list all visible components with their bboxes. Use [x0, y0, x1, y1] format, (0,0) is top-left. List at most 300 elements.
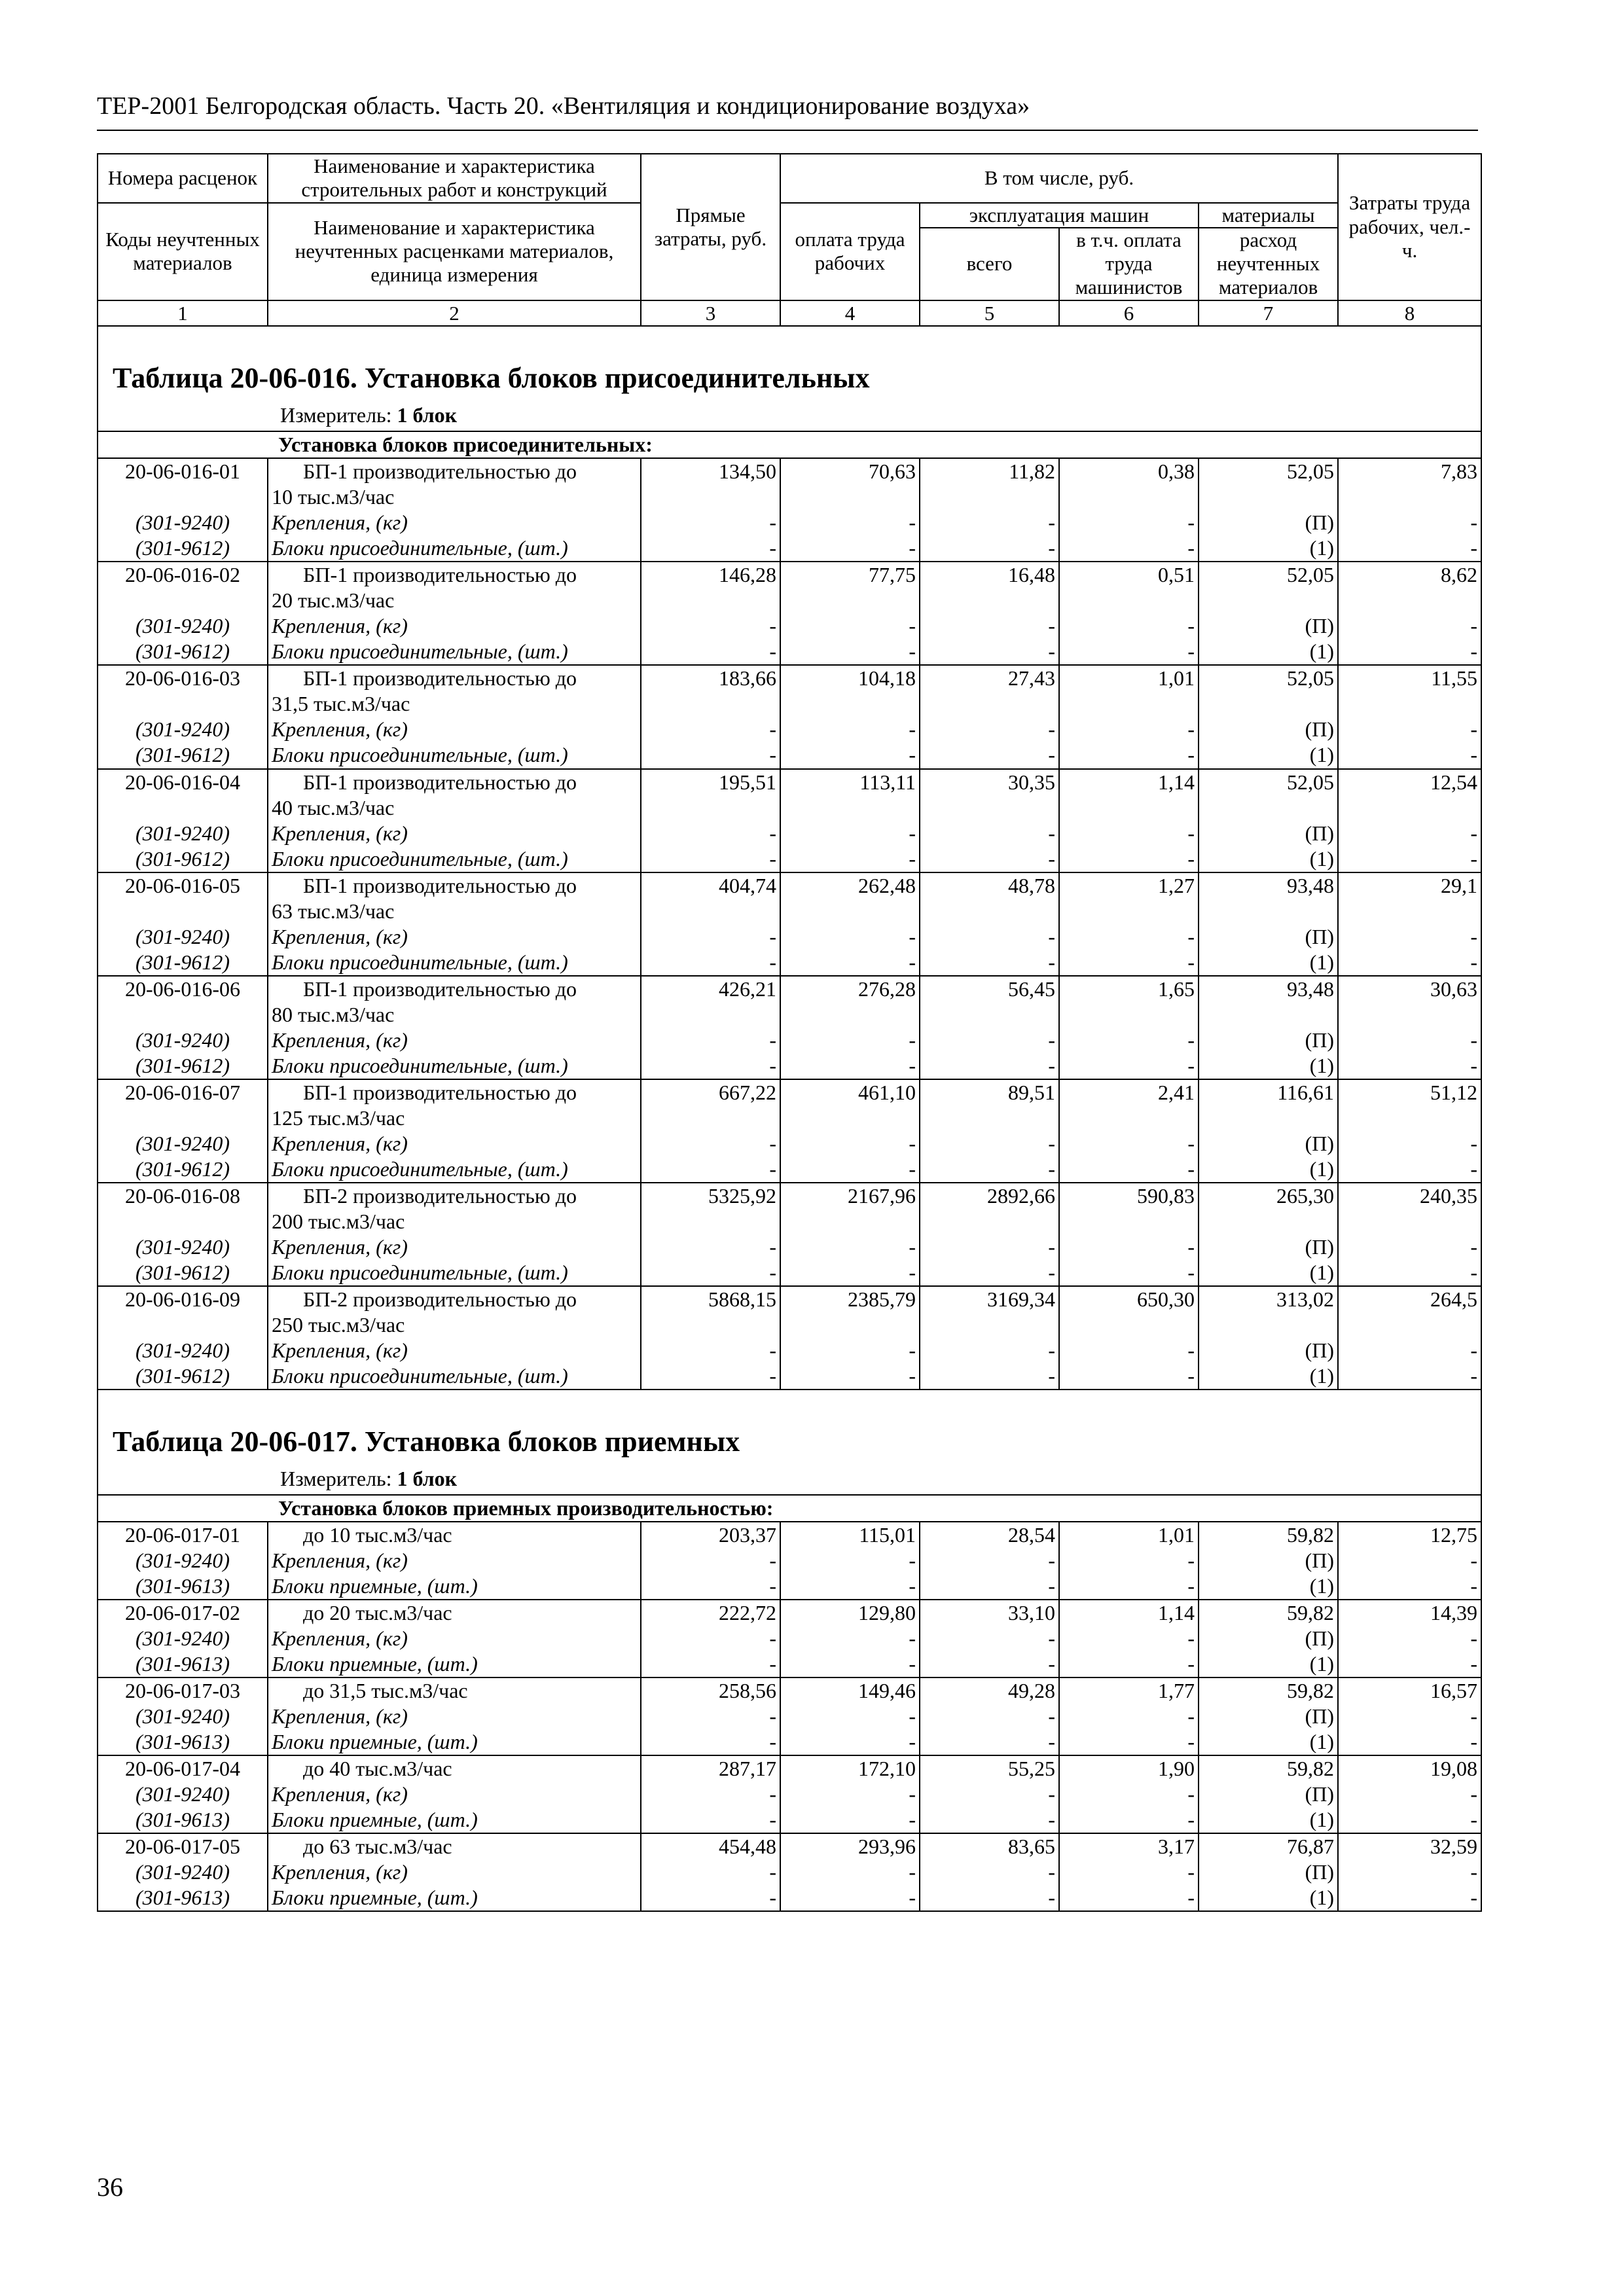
- section-heading: Установка блоков приемных производительностью:: [98, 1495, 1481, 1522]
- labor-hours-value: 16,57: [1338, 1677, 1481, 1704]
- work-name: БП-1 производительностью до: [303, 770, 577, 794]
- machines-total-value: 27,43: [920, 665, 1059, 717]
- dash-value: -: [1338, 1651, 1481, 1677]
- material-code: (301-9240): [98, 613, 268, 639]
- dash-value: -: [780, 846, 920, 872]
- machinist-pay-value: 590,83: [1059, 1183, 1199, 1234]
- work-description: [268, 562, 641, 613]
- dash-value: -: [1338, 846, 1481, 872]
- worker-pay-value: 113,11: [780, 769, 920, 821]
- section-heading-row: [98, 431, 1481, 458]
- meter-row: [98, 1466, 1481, 1495]
- material-row: [98, 924, 1481, 950]
- material-consumption: (П): [1199, 1626, 1338, 1651]
- direct-costs-value: 426,21: [641, 976, 780, 1028]
- rate-code: 20-06-016-05: [98, 872, 268, 924]
- machinist-pay-value: 3,17: [1059, 1833, 1199, 1859]
- dash-value: -: [780, 1548, 920, 1573]
- dash-value: -: [1338, 639, 1481, 665]
- machinist-pay-value: 0,38: [1059, 458, 1199, 510]
- dash-value: -: [1338, 1338, 1481, 1363]
- dash-value: -: [920, 1807, 1059, 1833]
- material-code: (301-9240): [98, 1859, 268, 1885]
- machines-total-value: 3169,34: [920, 1286, 1059, 1338]
- direct-costs-value: 5868,15: [641, 1286, 780, 1338]
- material-name: Блоки присоединительные, (шт.): [268, 535, 641, 562]
- direct-costs-value: 454,48: [641, 1833, 780, 1859]
- dash-value: -: [780, 821, 920, 846]
- dash-value: -: [920, 1363, 1059, 1390]
- materials-cost-value: 93,48: [1199, 872, 1338, 924]
- direct-costs-value: 183,66: [641, 665, 780, 717]
- worker-pay-value: 77,75: [780, 562, 920, 613]
- machinist-pay-value: 0,51: [1059, 562, 1199, 613]
- material-code: (301-9240): [98, 1028, 268, 1053]
- work-name: до 10 тыс.м3/час: [303, 1523, 452, 1547]
- worker-pay-value: 461,10: [780, 1079, 920, 1131]
- machines-total-value: 28,54: [920, 1522, 1059, 1548]
- dash-value: -: [641, 742, 780, 768]
- dash-value: -: [920, 924, 1059, 950]
- dash-value: -: [641, 1651, 780, 1677]
- material-name: Крепления, (кг): [268, 1704, 641, 1729]
- dash-value: -: [1338, 1807, 1481, 1833]
- material-row: [98, 950, 1481, 976]
- work-description: [268, 1183, 641, 1234]
- dash-value: -: [1338, 1157, 1481, 1183]
- dash-value: -: [1059, 846, 1199, 872]
- col-rate-number-header: Номера расценок: [98, 154, 268, 203]
- material-name: Блоки присоединительные, (шт.): [268, 846, 641, 872]
- column-number: 2: [268, 300, 641, 327]
- material-name: Блоки присоединительные, (шт.): [268, 742, 641, 768]
- material-name: Блоки присоединительные, (шт.): [268, 1260, 641, 1286]
- labor-hours-value: 19,08: [1338, 1755, 1481, 1782]
- dash-value: -: [920, 1028, 1059, 1053]
- material-name: Крепления, (кг): [268, 717, 641, 742]
- table-title: Таблица 20-06-017. Установка блоков приемных: [98, 1390, 1481, 1466]
- material-code: (301-9612): [98, 639, 268, 665]
- rate-code: 20-06-017-02: [98, 1600, 268, 1626]
- rate-code: 20-06-016-01: [98, 458, 268, 510]
- material-code: (301-9240): [98, 717, 268, 742]
- material-consumption: (1): [1199, 1573, 1338, 1600]
- dash-value: -: [1338, 1028, 1481, 1053]
- rate-code: 20-06-016-03: [98, 665, 268, 717]
- material-row: [98, 1234, 1481, 1260]
- material-row: [98, 1548, 1481, 1573]
- dash-value: -: [780, 1131, 920, 1157]
- dash-value: -: [1338, 1885, 1481, 1911]
- col-materials-header: материалы: [1199, 203, 1338, 228]
- direct-costs-value: 667,22: [641, 1079, 780, 1131]
- column-number: 1: [98, 300, 268, 327]
- worker-pay-value: 129,80: [780, 1600, 920, 1626]
- labor-hours-value: 264,5: [1338, 1286, 1481, 1338]
- dash-value: -: [920, 1704, 1059, 1729]
- material-row: [98, 613, 1481, 639]
- work-description: [268, 1677, 641, 1704]
- rate-code: 20-06-017-05: [98, 1833, 268, 1859]
- dash-value: -: [641, 510, 780, 535]
- col-material-name-header: Наименование и характеристика неучтенных расценками материалов, единица измерения: [268, 203, 641, 300]
- work-description: [268, 1079, 641, 1131]
- section-heading-row: [98, 1495, 1481, 1522]
- dash-value: -: [780, 1626, 920, 1651]
- page-number: 36: [97, 2172, 123, 2202]
- work-description: [268, 976, 641, 1028]
- dash-value: -: [641, 1157, 780, 1183]
- work-name: БП-1 производительностью до: [303, 666, 577, 691]
- direct-costs-value: 195,51: [641, 769, 780, 821]
- dash-value: -: [641, 1626, 780, 1651]
- material-code: (301-9240): [98, 1234, 268, 1260]
- material-code: (301-9613): [98, 1729, 268, 1755]
- machines-total-value: 49,28: [920, 1677, 1059, 1704]
- material-code: (301-9613): [98, 1807, 268, 1833]
- dash-value: -: [1059, 1028, 1199, 1053]
- work-capacity: 200 тыс.м3/час: [272, 1210, 405, 1234]
- material-consumption: (1): [1199, 1885, 1338, 1911]
- machines-total-value: 56,45: [920, 976, 1059, 1028]
- work-description: [268, 1755, 641, 1782]
- work-name: до 31,5 тыс.м3/час: [303, 1679, 468, 1703]
- rate-code: 20-06-016-04: [98, 769, 268, 821]
- dash-value: -: [641, 613, 780, 639]
- material-consumption: (1): [1199, 639, 1338, 665]
- material-code: (301-9613): [98, 1885, 268, 1911]
- material-consumption: (1): [1199, 535, 1338, 562]
- dash-value: -: [1059, 1859, 1199, 1885]
- labor-hours-value: 30,63: [1338, 976, 1481, 1028]
- dash-value: -: [1059, 1260, 1199, 1286]
- material-row: [98, 1885, 1481, 1911]
- dash-value: -: [920, 1885, 1059, 1911]
- dash-value: -: [780, 1053, 920, 1079]
- material-consumption: (1): [1199, 1260, 1338, 1286]
- work-description: [268, 1833, 641, 1859]
- dash-value: -: [780, 1234, 920, 1260]
- machines-total-value: 30,35: [920, 769, 1059, 821]
- machines-total-value: 89,51: [920, 1079, 1059, 1131]
- dash-value: -: [1059, 1729, 1199, 1755]
- work-description: [268, 665, 641, 717]
- dash-value: -: [1059, 1704, 1199, 1729]
- meter-label: Измеритель:: [280, 1466, 392, 1490]
- dash-value: -: [1059, 924, 1199, 950]
- dash-value: -: [641, 1704, 780, 1729]
- material-code: (301-9612): [98, 950, 268, 976]
- dash-value: -: [1059, 1363, 1199, 1390]
- dash-value: -: [641, 717, 780, 742]
- dash-value: -: [1338, 821, 1481, 846]
- material-consumption: (П): [1199, 613, 1338, 639]
- materials-cost-value: 76,87: [1199, 1833, 1338, 1859]
- material-code: (301-9240): [98, 924, 268, 950]
- materials-cost-value: 52,05: [1199, 665, 1338, 717]
- dash-value: -: [920, 1729, 1059, 1755]
- dash-value: -: [780, 1363, 920, 1390]
- labor-hours-value: 7,83: [1338, 458, 1481, 510]
- material-consumption: (П): [1199, 1548, 1338, 1573]
- material-consumption: (1): [1199, 1651, 1338, 1677]
- dash-value: -: [641, 1234, 780, 1260]
- machinist-pay-value: 2,41: [1059, 1079, 1199, 1131]
- material-row: [98, 1782, 1481, 1807]
- dash-value: -: [1338, 1363, 1481, 1390]
- col-work-name-header: Наименование и характеристика строительных работ и конструкций: [268, 154, 641, 203]
- page-header: ТЕР-2001 Белгородская область. Часть 20. «Вентиляция и кондиционирование воздуха»: [97, 93, 1478, 131]
- material-row: [98, 1704, 1481, 1729]
- material-row: [98, 535, 1481, 562]
- meter-value: 1 блок: [397, 403, 458, 427]
- work-name: БП-1 производительностью до: [303, 459, 577, 484]
- table-row: [98, 1600, 1481, 1626]
- dash-value: -: [920, 717, 1059, 742]
- dash-value: -: [920, 1338, 1059, 1363]
- material-consumption: (1): [1199, 742, 1338, 768]
- material-name: Блоки присоединительные, (шт.): [268, 639, 641, 665]
- material-consumption: (П): [1199, 1782, 1338, 1807]
- dash-value: -: [1059, 1573, 1199, 1600]
- dash-value: -: [641, 1260, 780, 1286]
- direct-costs-value: 287,17: [641, 1755, 780, 1782]
- material-row: [98, 1729, 1481, 1755]
- dash-value: -: [780, 1028, 920, 1053]
- dash-value: -: [641, 1363, 780, 1390]
- dash-value: -: [920, 1651, 1059, 1677]
- dash-value: -: [920, 613, 1059, 639]
- material-name: Крепления, (кг): [268, 924, 641, 950]
- material-code: (301-9240): [98, 1626, 268, 1651]
- dash-value: -: [920, 1131, 1059, 1157]
- dash-value: -: [780, 924, 920, 950]
- work-capacity: 20 тыс.м3/час: [272, 588, 395, 613]
- dash-value: -: [1059, 821, 1199, 846]
- labor-hours-value: 29,1: [1338, 872, 1481, 924]
- direct-costs-value: 146,28: [641, 562, 780, 613]
- work-name: до 20 тыс.м3/час: [303, 1601, 452, 1625]
- dash-value: -: [1338, 1260, 1481, 1286]
- work-name: до 40 тыс.м3/час: [303, 1757, 452, 1781]
- work-name: БП-2 производительностью до: [303, 1184, 577, 1208]
- labor-hours-value: 12,54: [1338, 769, 1481, 821]
- dash-value: -: [920, 1157, 1059, 1183]
- column-number: 3: [641, 300, 780, 327]
- col-machines-header: эксплуатация машин: [920, 203, 1199, 228]
- rate-code: 20-06-017-03: [98, 1677, 268, 1704]
- worker-pay-value: 115,01: [780, 1522, 920, 1548]
- labor-hours-value: 12,75: [1338, 1522, 1481, 1548]
- materials-cost-value: 52,05: [1199, 458, 1338, 510]
- dash-value: -: [1338, 1573, 1481, 1600]
- material-consumption: (1): [1199, 1729, 1338, 1755]
- dash-value: -: [1338, 1053, 1481, 1079]
- work-capacity: 63 тыс.м3/час: [272, 899, 395, 923]
- material-name: Крепления, (кг): [268, 510, 641, 535]
- dash-value: -: [780, 1260, 920, 1286]
- machinist-pay-value: 650,30: [1059, 1286, 1199, 1338]
- material-consumption: (П): [1199, 821, 1338, 846]
- col-labor-hours-header: Затраты труда рабочих, чел.-ч.: [1338, 154, 1481, 300]
- dash-value: -: [780, 717, 920, 742]
- work-description: [268, 769, 641, 821]
- material-code: (301-9612): [98, 1157, 268, 1183]
- dash-value: -: [1059, 1131, 1199, 1157]
- material-row: [98, 1157, 1481, 1183]
- material-consumption: (П): [1199, 1131, 1338, 1157]
- dash-value: -: [920, 821, 1059, 846]
- material-name: Крепления, (кг): [268, 1338, 641, 1363]
- material-name: Крепления, (кг): [268, 1028, 641, 1053]
- dash-value: -: [1338, 510, 1481, 535]
- material-code: (301-9613): [98, 1573, 268, 1600]
- dash-value: -: [920, 742, 1059, 768]
- dash-value: -: [920, 639, 1059, 665]
- material-name: Крепления, (кг): [268, 1782, 641, 1807]
- table-row: [98, 562, 1481, 613]
- material-consumption: (1): [1199, 950, 1338, 976]
- material-consumption: (1): [1199, 846, 1338, 872]
- dash-value: -: [780, 1729, 920, 1755]
- dash-value: -: [1059, 1338, 1199, 1363]
- dash-value: -: [641, 639, 780, 665]
- dash-value: -: [641, 1729, 780, 1755]
- dash-value: -: [1338, 950, 1481, 976]
- material-code: (301-9240): [98, 1704, 268, 1729]
- dash-value: -: [1059, 1651, 1199, 1677]
- material-consumption: (П): [1199, 1338, 1338, 1363]
- work-capacity: 250 тыс.м3/час: [272, 1313, 405, 1337]
- material-name: Крепления, (кг): [268, 1548, 641, 1573]
- material-code: (301-9240): [98, 1338, 268, 1363]
- material-row: [98, 1859, 1481, 1885]
- dash-value: -: [920, 1260, 1059, 1286]
- table-row: [98, 665, 1481, 717]
- material-name: Крепления, (кг): [268, 1131, 641, 1157]
- work-description: [268, 1522, 641, 1548]
- dash-value: -: [1059, 1807, 1199, 1833]
- material-name: Крепления, (кг): [268, 1626, 641, 1651]
- material-row: [98, 639, 1481, 665]
- material-row: [98, 1338, 1481, 1363]
- table-title-row: [98, 1390, 1481, 1466]
- work-description: [268, 1286, 641, 1338]
- work-description: [268, 458, 641, 510]
- direct-costs-value: 203,37: [641, 1522, 780, 1548]
- dash-value: -: [641, 1807, 780, 1833]
- material-code: (301-9240): [98, 1131, 268, 1157]
- materials-cost-value: 59,82: [1199, 1600, 1338, 1626]
- dash-value: -: [1059, 1626, 1199, 1651]
- worker-pay-value: 2385,79: [780, 1286, 920, 1338]
- materials-cost-value: 93,48: [1199, 976, 1338, 1028]
- material-row: [98, 742, 1481, 768]
- table-row: [98, 1833, 1481, 1859]
- work-name: до 63 тыс.м3/час: [303, 1835, 452, 1859]
- dash-value: -: [641, 924, 780, 950]
- material-consumption: (П): [1199, 1704, 1338, 1729]
- direct-costs-value: 5325,92: [641, 1183, 780, 1234]
- col-including-header: В том числе, руб.: [780, 154, 1338, 203]
- table-body: [98, 326, 1481, 1911]
- material-name: Блоки присоединительные, (шт.): [268, 1157, 641, 1183]
- dash-value: -: [920, 1859, 1059, 1885]
- table-row: [98, 872, 1481, 924]
- dash-value: -: [1338, 1729, 1481, 1755]
- col-machinist-pay-header: в т.ч. оплата труда машинистов: [1059, 228, 1199, 300]
- column-number: 4: [780, 300, 920, 327]
- labor-hours-value: 11,55: [1338, 665, 1481, 717]
- dash-value: -: [1059, 1053, 1199, 1079]
- machines-total-value: 16,48: [920, 562, 1059, 613]
- worker-pay-value: 276,28: [780, 976, 920, 1028]
- section-heading: Установка блоков присоединительных:: [98, 431, 1481, 458]
- dash-value: -: [641, 1885, 780, 1911]
- labor-hours-value: 51,12: [1338, 1079, 1481, 1131]
- col-direct-costs-header: Прямые затраты, руб.: [641, 154, 780, 300]
- dash-value: -: [780, 1704, 920, 1729]
- work-name: БП-1 производительностью до: [303, 563, 577, 587]
- dash-value: -: [641, 1859, 780, 1885]
- dash-value: -: [780, 1573, 920, 1600]
- dash-value: -: [641, 1028, 780, 1053]
- dash-value: -: [780, 535, 920, 562]
- table-title-row: [98, 326, 1481, 403]
- materials-cost-value: 59,82: [1199, 1522, 1338, 1548]
- dash-value: -: [920, 1626, 1059, 1651]
- machinist-pay-value: 1,77: [1059, 1677, 1199, 1704]
- dash-value: -: [641, 846, 780, 872]
- dash-value: -: [780, 1157, 920, 1183]
- materials-cost-value: 59,82: [1199, 1755, 1338, 1782]
- material-consumption: (1): [1199, 1363, 1338, 1390]
- column-number: 6: [1059, 300, 1199, 327]
- labor-hours-value: 32,59: [1338, 1833, 1481, 1859]
- material-name: Блоки приемные, (шт.): [268, 1573, 641, 1600]
- dash-value: -: [1338, 1704, 1481, 1729]
- dash-value: -: [780, 1807, 920, 1833]
- rate-code: 20-06-017-04: [98, 1755, 268, 1782]
- dash-value: -: [1338, 1626, 1481, 1651]
- worker-pay-value: 172,10: [780, 1755, 920, 1782]
- machines-total-value: 11,82: [920, 458, 1059, 510]
- worker-pay-value: 262,48: [780, 872, 920, 924]
- material-name: Блоки приемные, (шт.): [268, 1729, 641, 1755]
- material-name: Блоки присоединительные, (шт.): [268, 1053, 641, 1079]
- machines-total-value: 2892,66: [920, 1183, 1059, 1234]
- material-row: [98, 1131, 1481, 1157]
- materials-cost-value: 52,05: [1199, 769, 1338, 821]
- work-description: [268, 872, 641, 924]
- materials-cost-value: 116,61: [1199, 1079, 1338, 1131]
- labor-hours-value: 240,35: [1338, 1183, 1481, 1234]
- work-name: БП-1 производительностью до: [303, 873, 577, 897]
- direct-costs-value: 404,74: [641, 872, 780, 924]
- dash-value: -: [641, 1573, 780, 1600]
- dash-value: -: [641, 1131, 780, 1157]
- dash-value: -: [1338, 1782, 1481, 1807]
- table-title: Таблица 20-06-016. Установка блоков присоединительных: [98, 326, 1481, 403]
- dash-value: -: [1338, 535, 1481, 562]
- machinist-pay-value: 1,90: [1059, 1755, 1199, 1782]
- work-name: БП-1 производительностью до: [303, 977, 577, 1001]
- material-consumption: (П): [1199, 717, 1338, 742]
- dash-value: -: [1338, 1548, 1481, 1573]
- material-code: (301-9240): [98, 1782, 268, 1807]
- worker-pay-value: 149,46: [780, 1677, 920, 1704]
- dash-value: -: [641, 821, 780, 846]
